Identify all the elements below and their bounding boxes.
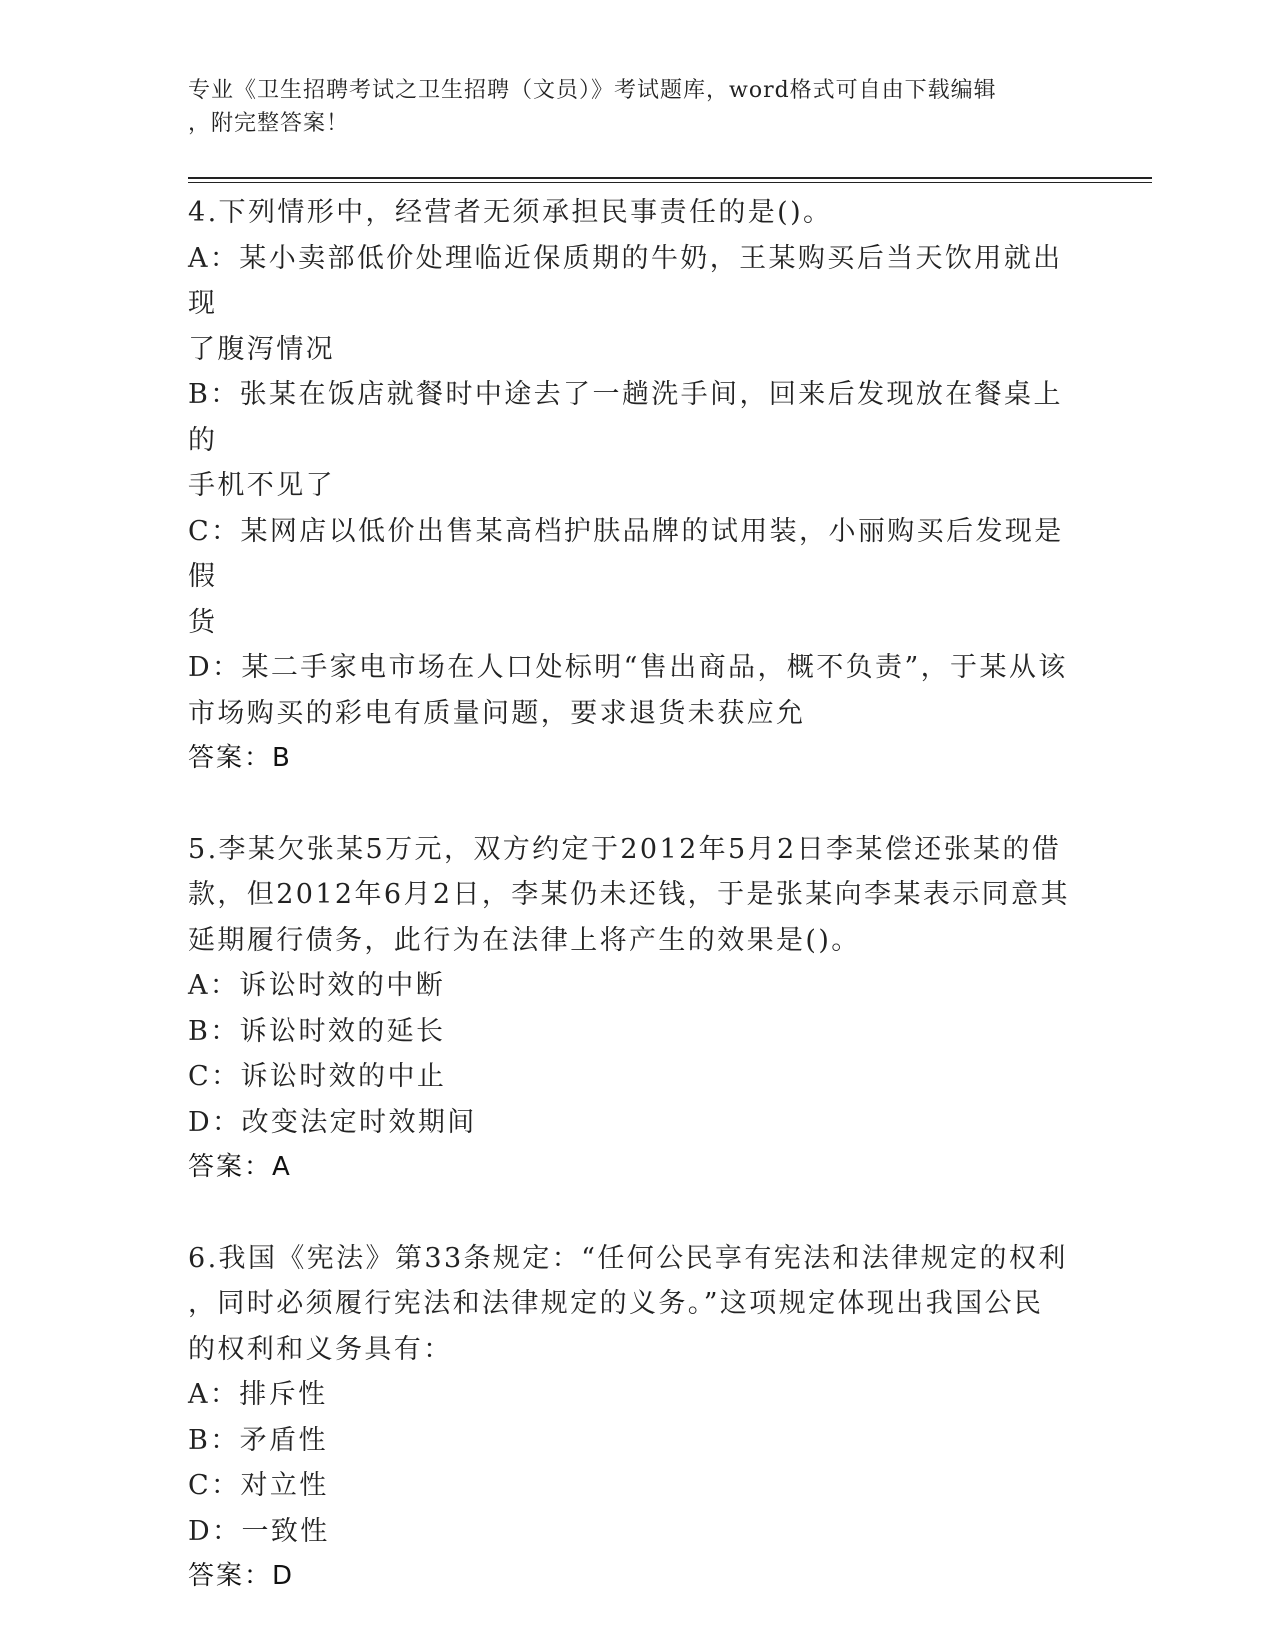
header-rule-thin (188, 182, 1152, 183)
option-d: D：改变法定时效期间 (188, 1106, 477, 1138)
option-c: C：诉讼时效的中止 (188, 1061, 447, 1092)
option-a: A：排斥性 (188, 1379, 328, 1410)
question-4 (188, 190, 1088, 782)
option-c: C：某网店以低价出售某高档护肤品牌的试用装，小丽购买后发现是假 (188, 515, 1064, 592)
question-list (188, 190, 1088, 1600)
header-rule-thick (188, 177, 1152, 179)
question-stem-cont: 的权利和义务具有： (188, 1333, 453, 1365)
option-c: C：对立性 (188, 1470, 329, 1501)
question-spacer (188, 1191, 1088, 1236)
document-header (188, 74, 1068, 140)
question-spacer (188, 782, 1088, 827)
answer-label: 答案：D (188, 1561, 295, 1591)
question-stem: 6.我国《宪法》第33条规定：“任何公民享有宪法和法律规定的权利 (188, 1242, 1068, 1274)
question-stem-cont: 款，但2012年6月2日，李某仍未还钱，于是张某向李某表示同意其 (188, 879, 1070, 910)
question-5 (188, 827, 1088, 1191)
option-c-cont: 货 (188, 606, 218, 638)
option-b: B：诉讼时效的延长 (188, 1015, 446, 1047)
option-a: A：诉讼时效的中断 (188, 970, 446, 1001)
option-a-cont: 了腹泻情况 (188, 333, 335, 365)
header-line-1: 专业《卫生招聘考试之卫生招聘（文员）》考试题库，word格式可自由下载编辑 (188, 78, 997, 103)
option-b-cont: 手机不见了 (188, 470, 335, 501)
answer-label: 答案：B (188, 743, 292, 773)
question-6 (188, 1236, 1088, 1600)
question-stem: 5.李某欠张某5万元，双方约定于2012年5月2日李某偿还张某的借 (188, 833, 1062, 865)
question-stem: 4.下列情形中，经营者无须承担民事责任的是()。 (188, 197, 833, 228)
option-d: D：一致性 (188, 1515, 330, 1547)
option-a: A：某小卖部低价处理临近保质期的牛奶，王某购买后当天饮用就出现 (188, 242, 1063, 319)
option-b: B：矛盾性 (188, 1424, 328, 1456)
question-stem-cont: 延期履行债务，此行为在法律上将产生的效果是()。 (188, 924, 861, 956)
option-d: D：某二手家电市场在人口处标明“售出商品，概不负责”，于某从该 (188, 652, 1068, 683)
option-b: B：张某在饭店就餐时中途去了一趟洗手间，回来后发现放在餐桌上的 (188, 379, 1063, 456)
option-d-cont: 市场购买的彩电有质量问题，要求退货未获应允 (188, 697, 806, 729)
header-line-2: ，附完整答案！ (188, 111, 350, 136)
question-stem-cont: ，同时必须履行宪法和法律规定的义务。”这项规定体现出我国公民 (188, 1288, 1044, 1319)
answer-label: 答案：A (188, 1152, 292, 1182)
